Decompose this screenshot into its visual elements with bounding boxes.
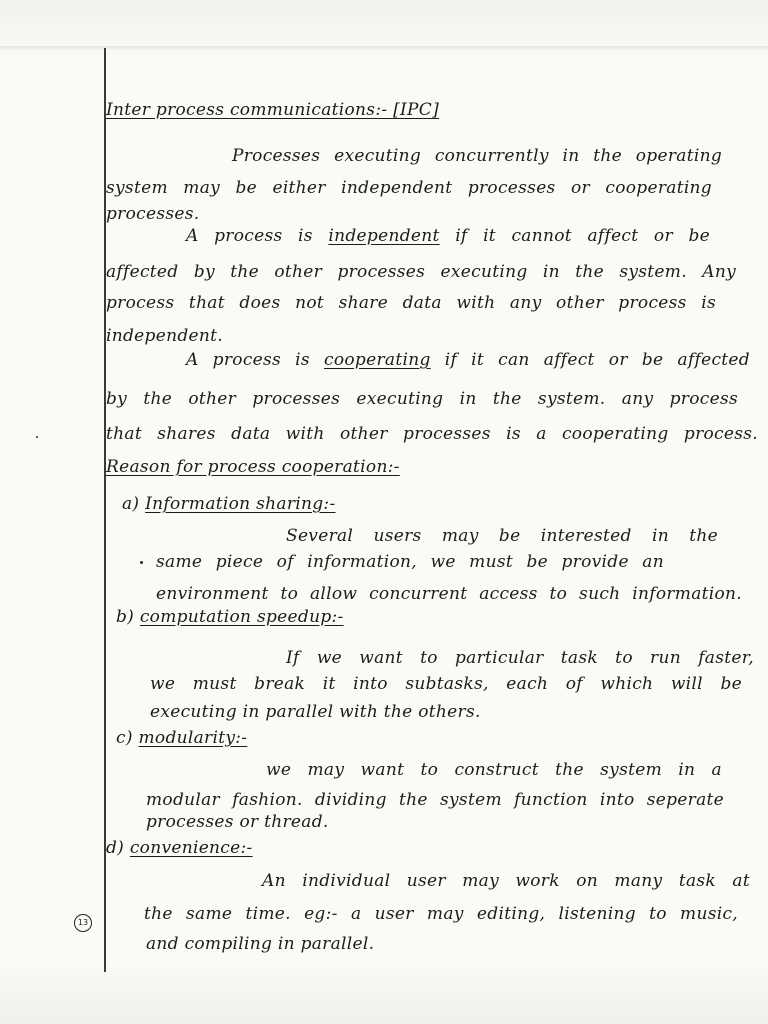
intro-line-2: system may be either independent processes or cooperating [106,178,712,198]
margin-dot [36,436,38,438]
independent-term: independent [328,226,440,246]
page-top-edge [0,46,768,50]
item-a-marker: a) [122,494,140,514]
item-c-marker: c) [116,728,133,748]
independent-line-3: process that does not share data with any other process is [106,293,716,313]
cooperating-line-3: that shares data with other processes is a cooperating process. [106,424,758,444]
independent-line-4: independent. [106,326,223,346]
item-d-heading: d) convenience:- [106,838,253,858]
independent-line-1: A process is independent if it cannot affect or be [186,226,710,246]
page-title: Inter process communications:- [IPC] [106,100,440,120]
item-a-heading: a) Information sharing:- [122,494,336,514]
item-b-line-1: If we want to particular task to run faster, [286,648,754,668]
page-number: 13 [74,914,92,932]
item-c-line-3: processes or thread. [146,812,329,832]
cooperating-term: cooperating [324,350,431,370]
item-a-line-3: environment to allow concurrent access to such information. [156,584,742,604]
item-b-heading: b) computation speedup:- [116,607,344,627]
item-d-line-3: and compiling in parallel. [146,934,375,954]
item-c-line-2: modular fashion. dividing the system function into seperate [146,790,724,810]
item-b-marker: b) [116,607,135,627]
item-a-line-2: same piece of information, we must be provide an [156,552,664,572]
bullet-dot [140,561,143,564]
independent-line-2: affected by the other processes executing in the system. Any [106,262,736,282]
item-b-line-3: executing in parallel with the others. [150,702,481,722]
cooperating-line-2: by the other processes executing in the system. any process [106,389,738,409]
item-d-marker: d) [106,838,125,858]
item-b-line-2: we must break it into subtasks, each of which will be [150,674,742,694]
item-a-line-1: Several users may be interested in the [286,526,718,546]
reason-heading: Reason for process cooperation:- [106,457,400,477]
item-d-line-1: An individual user may work on many task at [262,871,750,891]
intro-line-3: processes. [106,204,200,224]
item-c-line-1: we may want to construct the system in a [266,760,722,780]
item-c-heading: c) modularity:- [116,728,248,748]
item-d-line-2: the same time. eg:- a user may editing, listening to music, [144,904,738,924]
intro-line-1: Processes executing concurrently in the operating [232,146,722,166]
cooperating-line-1: A process is cooperating if it can affect or be affected [186,350,750,370]
